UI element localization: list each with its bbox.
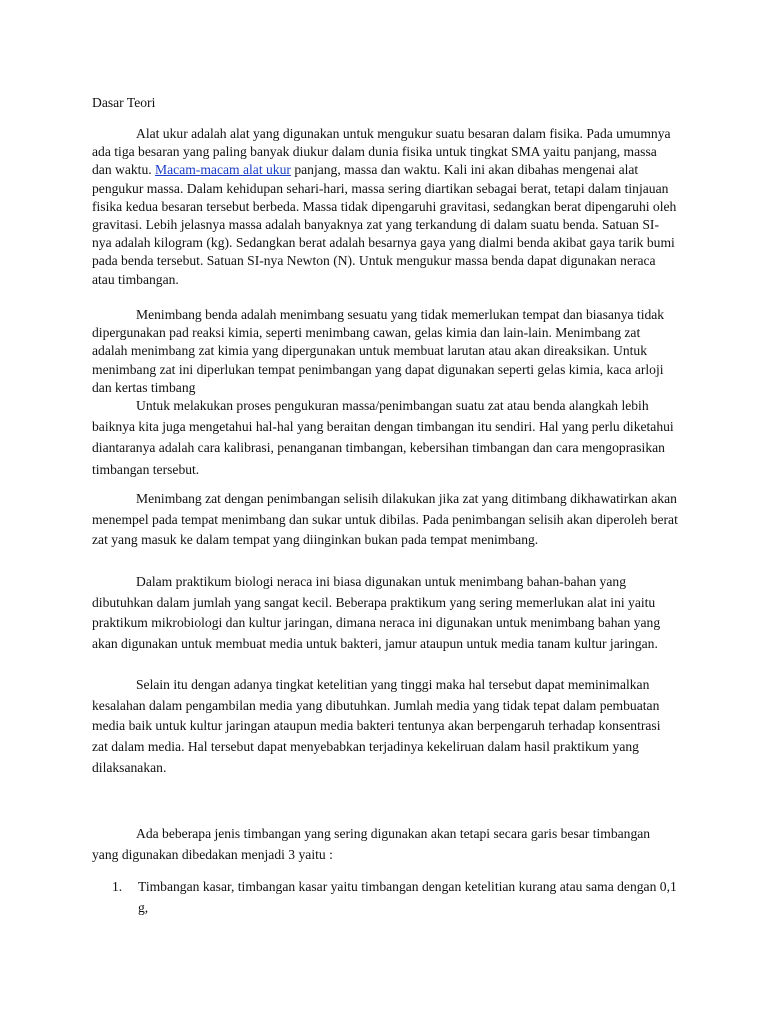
section-heading: Dasar Teori: [92, 95, 156, 110]
paragraph-praktikum-biologi: Dalam praktikum biologi neraca ini biasa digunakan untuk menimbang bahan-bahan yang dibutuhkan dalam jumlah yang sangat kecil. Beberapa praktikum yang sering memerlukan alat ini yaitu praktikum mikrobiologi dan kultur jaringan, dimana neraca ini digunakan untuk menimbang bahan yang akan digunakan untuk membuat media untuk bakteri, jamur ataupun untuk media tanam kultur jaringan.: [92, 574, 661, 652]
list-item: [92, 876, 678, 918]
paragraph-menimbang-benda: Menimbang benda adalah menimbang sesuatu yang tidak memerlukan tempat dan biasanya tidak dipergunakan pad reaksi kimia, seperti menimbang cawan, gelas kimia dan lain-lain. Menimbang zat adalah menimbang zat kimia yang dipergunakan untuk membuat larutan atau akan direaksikan. Untuk menimbang zat ini diperlukan tempat penimbangan yang dapat digunakan seperti gelas kimia, kaca arloji dan kertas timbang: [92, 307, 665, 395]
paragraph-alat-ukur: [92, 125, 678, 289]
paragraph-text: Alat ukur adalah alat yang digunakan untuk mengukur suatu besaran dalam fisika. Pada umumnya ada tiga besaran yang paling banyak diukur dalam dunia fisika untuk tingkat SMA yaitu panjang, massa dan waktu.: [92, 126, 671, 178]
paragraph-proses-pengukuran: Untuk melakukan proses pengukuran massa/penimbangan suatu zat atau benda alangkah lebih baiknya kita juga mengetahui hal-hal yang beraitan dengan timbangan itu sendiri. Hal yang perlu diketahui diantaranya adalah cara kalibrasi, penanganan timbangan, kebersihan timbangan dan cara mengoprasikan timbangan tersebut.: [92, 398, 674, 477]
list-text: Timbangan kasar, timbangan kasar yaitu timbangan dengan ketelitian kurang atau sama dengan 0,1 g,: [138, 879, 677, 915]
paragraph-ketelitian: Selain itu dengan adanya tingkat ketelitian yang tinggi maka hal tersebut dapat meminimalkan kesalahan dalam pengambilan media yang dibutuhkan. Jumlah media yang tidak tepat dalam pembuatan media baik untuk kultur jaringan ataupun media bakteri tentunya akan berpengaruh terhadap konsentrasi zat dalam media. Hal tersebut dapat menyebabkan terjadinya kekeliruan dalam hasil praktikum yang dilaksanakan.: [92, 677, 661, 775]
paragraph-penimbangan-selisih: Menimbang zat dengan penimbangan selisih dilakukan jika zat yang ditimbang dikhawatirkan akan menempel pada tempat menimbang dan sukar untuk dibilas. Pada penimbangan selisih akan diperoleh berat zat yang masuk ke dalam tempat yang diinginkan bukan pada tempat menimbang.: [92, 491, 678, 548]
list-number: 1.: [112, 879, 123, 894]
paragraph-jenis-timbangan: Ada beberapa jenis timbangan yang sering digunakan akan tetapi secara garis besar timbangan yang digunakan dibedakan menjadi 3 yaitu :: [92, 826, 651, 862]
paragraph-text: panjang, massa dan waktu. Kali ini akan dibahas mengenai alat pengukur massa. Dalam kehidupan sehari-hari, massa sering diartikan sebagai berat, tetapi dalam tinjauan fisika kedua besaran tersebut berbeda. Massa tidak dipengaruhi gravitasi, sedangkan berat dipengaruhi oleh gravitasi. Lebih jelasnya massa adalah banyaknya zat yang terkandung di dalam suatu benda. Satuan SI-nya adalah kilogram (kg). Sedangkan berat adalah besarnya gaya yang dialmi benda akibat gaya tarik bumi pada benda tersebut. Satuan SI-nya Newton (N). Untuk mengukur massa benda dapat digunakan neraca atau timbangan.: [92, 162, 677, 287]
macam-alat-ukur-link[interactable]: Macam-macam alat ukur: [155, 162, 291, 178]
